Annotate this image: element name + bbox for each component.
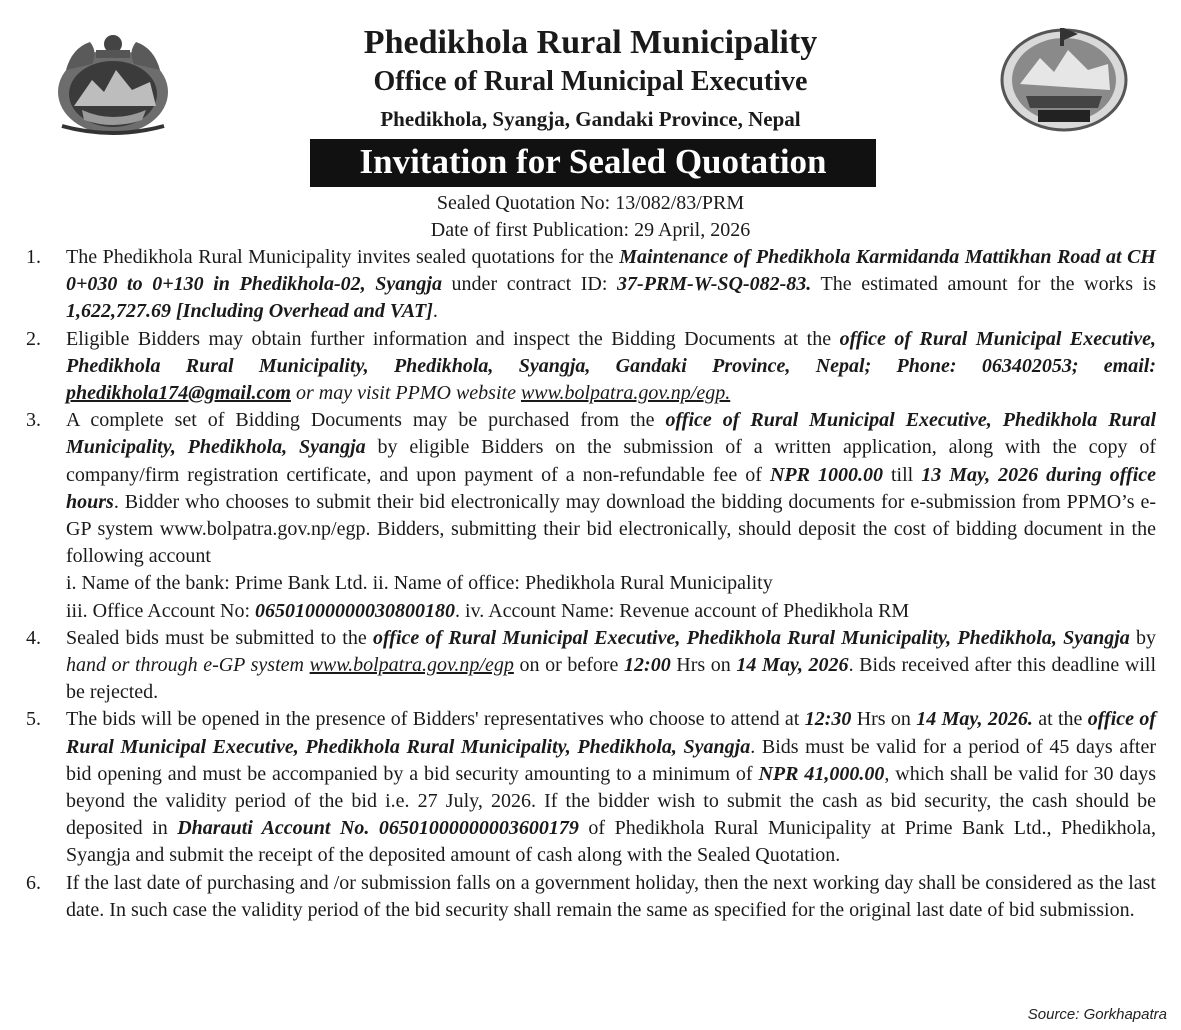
text-run: The bids will be opened in the presence of Bidders' representatives who choose to attend at	[66, 708, 805, 731]
office-title: Office of Rural Municipal Executive	[373, 66, 808, 97]
item-number: 1.	[26, 246, 41, 268]
project-name: Maintenance of Phedikhola Karmidanda Mattikhan Road at CH 0+030 to 0+130 in Phedikhola-02, Syangja	[66, 246, 1156, 296]
submission-date: 14 May, 2026	[736, 654, 849, 677]
quotation-number: Sealed Quotation No: 13/082/83/PRM	[436, 192, 745, 214]
estimated-amount: 1,622,727.69 [Including Overhead and VAT]	[66, 300, 433, 323]
text-run: Hrs on	[851, 708, 917, 731]
item-text	[66, 326, 1156, 408]
text-run: under contract ID:	[441, 273, 618, 296]
text-run: Hrs on	[670, 654, 737, 677]
office-address: Phedikhola, Syangja, Gandaki Province, Nepal	[380, 107, 801, 131]
source-credit: Source: Gorkhapatra	[1027, 1006, 1167, 1023]
office-contact: office of Rural Municipal Executive, Phedikhola Rural Municipality, Phedikhola, Syangja, Gandaki Province, Nepal; Phone: 063402053; email:	[66, 327, 1156, 377]
text-run: or may visit PPMO website	[290, 382, 521, 405]
list-item	[26, 407, 1156, 625]
item-text	[66, 244, 1156, 326]
notice-meta	[0, 190, 1181, 244]
item-number: 2.	[26, 327, 41, 350]
dharauti-account: Dharauti Account No. 06501000000003600179	[177, 817, 579, 840]
office-name: office of Rural Municipal Executive, Phedikhola Rural Municipality, Phedikhola, Syangja	[66, 708, 1156, 758]
text-run: . Bids must be valid for a period of 45 days after bid opening and must be accompanied by a bid security amounting to a minimum of	[66, 735, 1156, 785]
submission-time: 12:00	[624, 654, 671, 677]
bank-details: i. Name of the bank: Prime Bank Ltd. ii. Name of office: Phedikhola Rural Municipality	[66, 572, 773, 595]
text-run: If the last date of purchasing and /or submission falls on a government holiday, then the next working day shall be considered as the last date. In such case the validity period of the bid security shall remain the same as specified for the original last date of bid submission.	[66, 871, 1156, 921]
notice-banner: Invitation for Sealed Quotation	[310, 139, 876, 187]
ppmo-website-link[interactable]: www.bolpatra.gov.np/egp.	[520, 382, 731, 405]
text-run: on or before	[513, 654, 625, 677]
text-run: A complete set of Bidding Documents may be purchased from the	[66, 409, 666, 432]
account-details	[66, 598, 1156, 625]
list-item	[26, 870, 1156, 924]
contract-id: 37-PRM-W-SQ-082-83.	[617, 273, 812, 296]
item-number: 4.	[26, 626, 41, 649]
text-run: . iv. Account Name: Revenue account of Phedikhola RM	[455, 599, 910, 622]
text-run: Eligible Bidders may obtain further information and inspect the Bidding Documents at the	[66, 327, 840, 350]
purchase-deadline: 13 May, 2026 during office hours	[66, 463, 1157, 513]
opening-date: 14 May, 2026.	[916, 708, 1033, 731]
text-run: .	[432, 300, 438, 323]
document-fee: NPR 1000.00	[769, 463, 883, 486]
text-run: till	[882, 463, 922, 486]
opening-time: 12:30	[804, 708, 852, 731]
text-run: . Bidder who chooses to submit their bid electronically may download the bidding documents for e-submission from PPMO’s e-GP system www.bolpatra.gov.np/egp. Bidders, submitting their bid electronically, should deposit the cost of bidding document in the following account	[66, 490, 1156, 568]
list-item	[26, 326, 1156, 408]
office-name: office of Rural Municipal Executive, Phedikhola Rural Municipality, Phedikhola, Syangja	[66, 409, 1156, 459]
text-run: The Phedikhola Rural Municipality invites sealed quotations for the	[66, 246, 620, 268]
office-name: office of Rural Municipal Executive, Phedikhola Rural Municipality, Phedikhola, Syangja	[372, 626, 1130, 649]
submission-method: hand or through e-GP system	[66, 654, 304, 677]
list-item	[26, 706, 1156, 869]
item-text	[66, 625, 1156, 707]
item-text	[66, 870, 1156, 924]
text-run: , which shall be valid for 30 days beyond the validity period of the bid i.e. 27 July, 2026. If the bidder wish to submit the cash as bid security, the cash should be deposited in	[66, 762, 1157, 840]
publication-date: Date of first Publication: 29 April, 2026	[430, 219, 751, 241]
item-text	[66, 706, 1156, 869]
item-number: 3.	[26, 409, 41, 432]
text-run: The estimated amount for the works is	[811, 273, 1156, 296]
text-run: by eligible Bidders on the submission of a written application, along with the copy of company/firm registration certificate, and upon payment of a non-refundable fee of	[66, 436, 1156, 486]
text-run: iii. Office Account No:	[66, 599, 256, 622]
text-run: . Bids received after this deadline will be rejected.	[66, 654, 1157, 704]
item-number: 5.	[26, 708, 41, 731]
egp-website-link[interactable]: www.bolpatra.gov.np/egp	[309, 654, 514, 677]
list-item	[26, 625, 1156, 707]
text-run: of Phedikhola Rural Municipality at Prime Bank Ltd., Phedikhola, Syangja and submit the receipt of the deposited amount of cash along with the Sealed Quotation.	[66, 817, 1156, 867]
office-account-number: 06501000000030800180	[255, 599, 456, 622]
text-run: at the	[1032, 708, 1088, 731]
bid-security-amount: NPR 41,000.00	[758, 762, 885, 785]
municipality-title: Phedikhola Rural Municipality	[363, 24, 818, 61]
text-run: by	[1129, 626, 1156, 649]
notice-items	[26, 244, 1156, 924]
item-text	[66, 407, 1156, 625]
text-run: Sealed bids must be submitted to the	[66, 626, 373, 649]
item-number: 6.	[26, 871, 41, 894]
email-link[interactable]: phedikhola174@gmail.com	[66, 382, 291, 405]
list-item	[26, 244, 1156, 326]
